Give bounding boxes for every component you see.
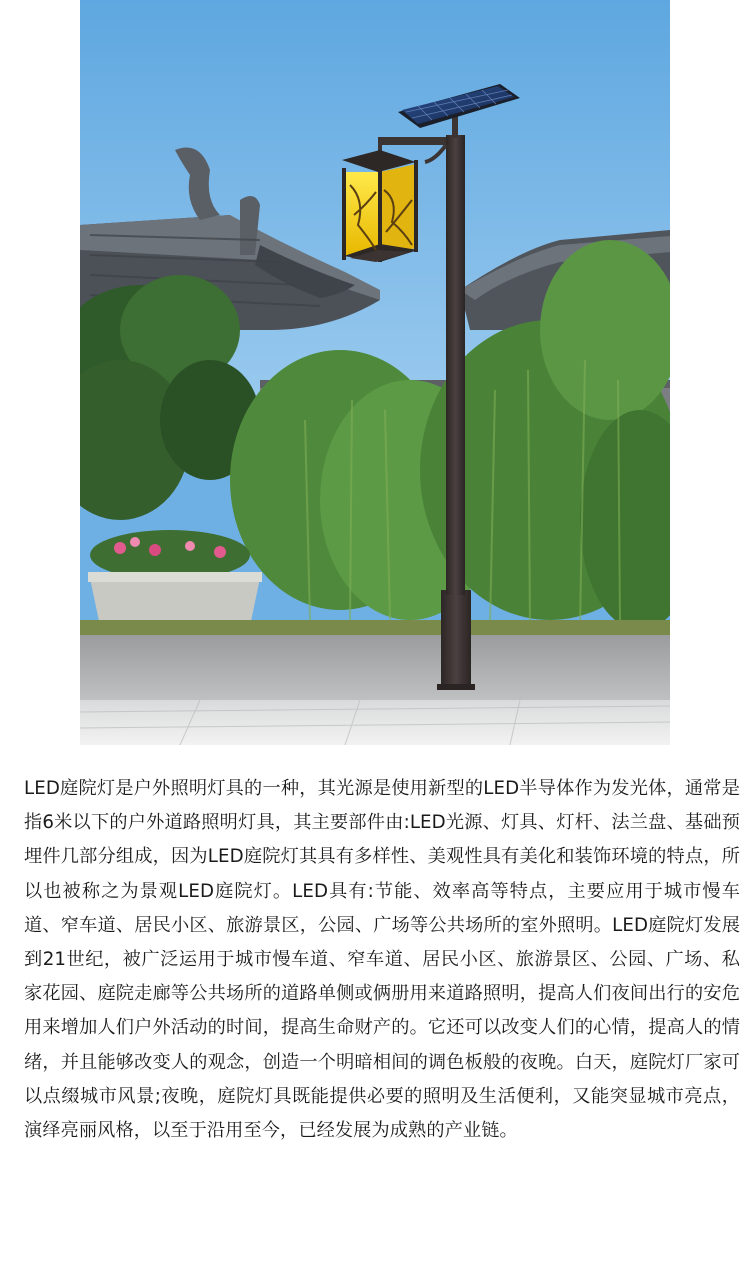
garden-lamp-scene [80,0,670,745]
article-body: LED庭院灯是户外照明灯具的一种，其光源是使用新型的LED半导体作为发光体，通常是指6米以下的户外道路照明灯具，其主要部件由:LED光源、灯具、灯杆、法兰盘、基础预埋件几部分组成，因为LED庭院灯其具有多样性、美观性具有美化和装饰环境的特点，所以也被称之为景观LED庭院灯。LED具有:节能、效率高等特点，主要应用于城市慢车道、窄车道、居民小区、旅游景区，公园、广场等公共场所的室外照明。LED庭院灯发展到21世纪，被广泛运用于城市慢车道、窄车道、居民小区、旅游景区、公园、广场、私家花园、庭院走廊等公共场所的道路单侧或俩册用来道路照明，提高人们夜间出行的安危用来增加人们户外活动的时间，提高生命财产的。它还可以改变人们的心情，提高人的情绪，并且能够改变人的观念，创造一个明暗相间的调色板般的夜晚。白天，庭院灯厂家可以点缀城市风景;夜晚，庭院灯具既能提供必要的照明及生活便利，又能突显城市亮点，演绎亮丽风格，以至于沿用至今，已经发展为成熟的产业链。 [24,778,740,1142]
product-photo [80,0,670,745]
